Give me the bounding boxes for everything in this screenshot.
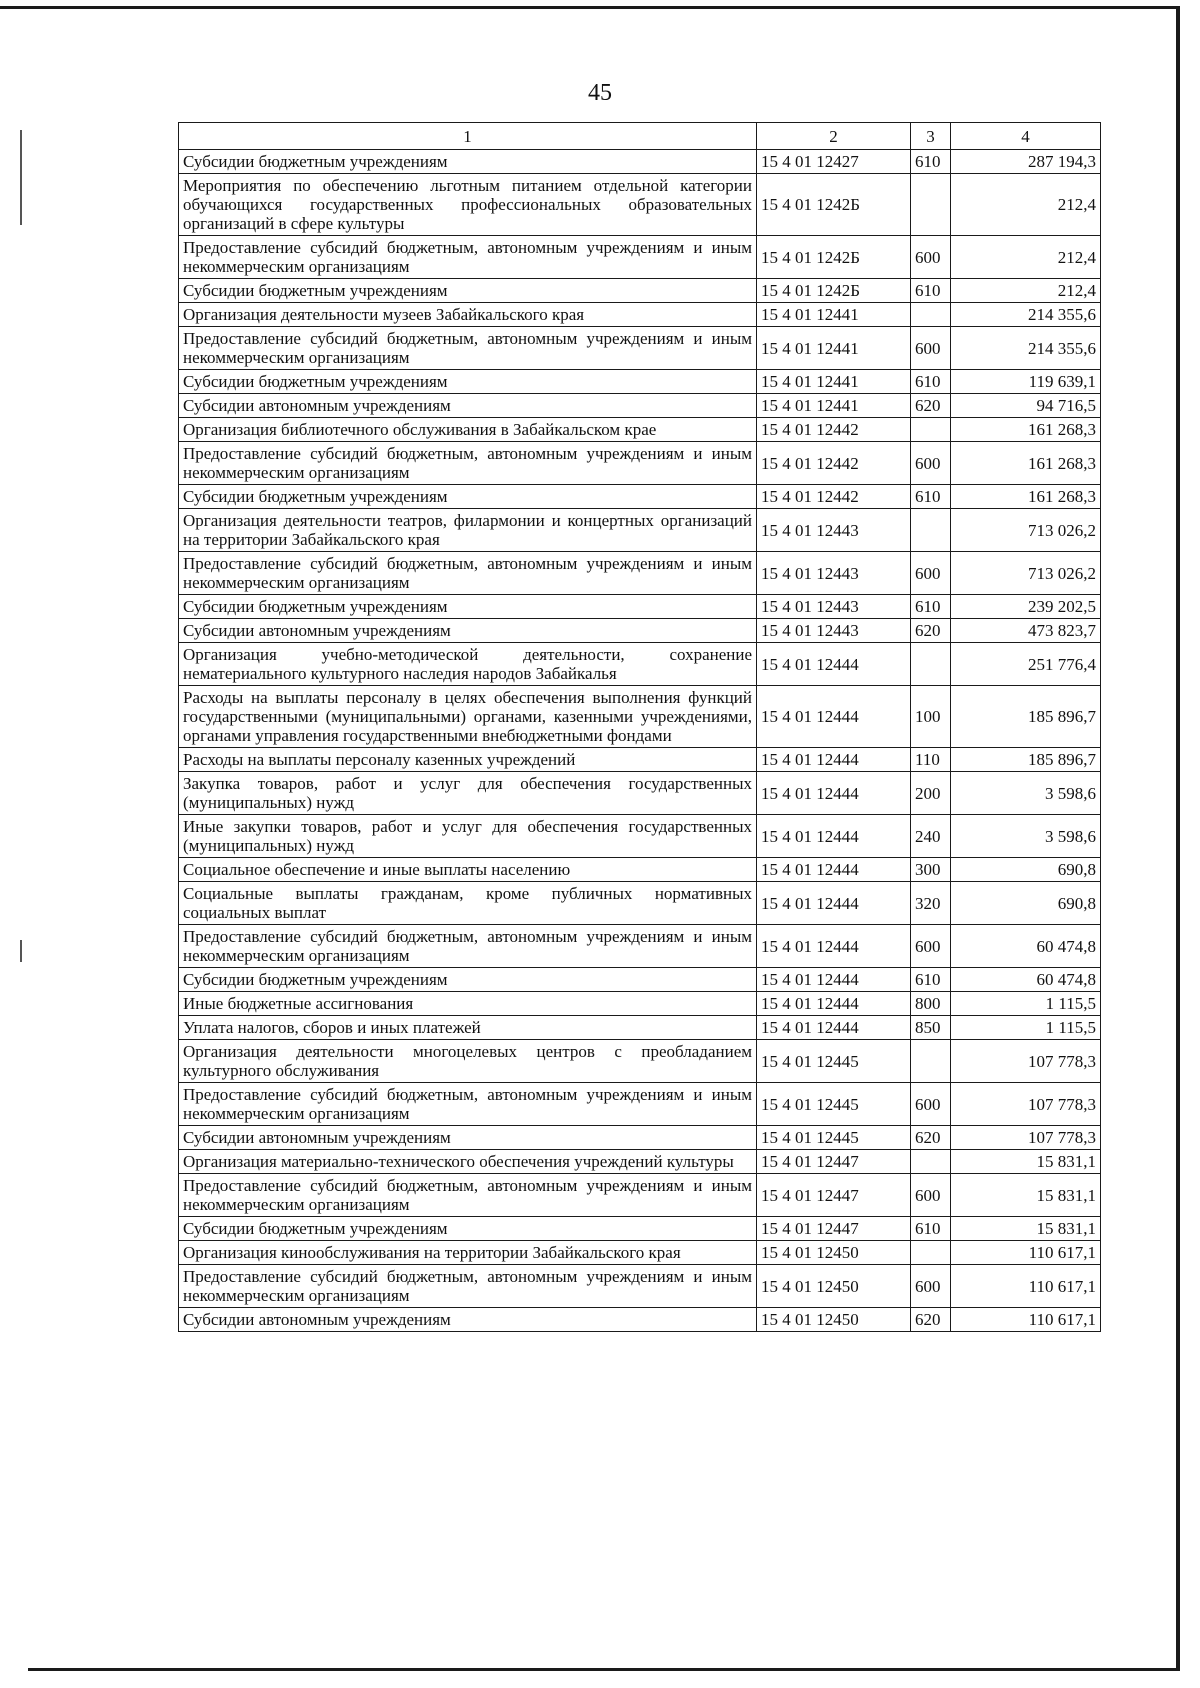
row-name: Предоставление субсидий бюджетным, автономным учреждениям и иным некоммерческим организациям [179, 1265, 757, 1308]
row-amount: 3 598,6 [951, 815, 1101, 858]
table-row [179, 485, 1101, 509]
row-code: 15 4 01 12441 [757, 370, 911, 394]
row-name: Субсидии бюджетным учреждениям [179, 485, 757, 509]
row-amount: 110 617,1 [951, 1241, 1101, 1265]
table-row [179, 619, 1101, 643]
row-name: Организация библиотечного обслуживания в Забайкальском крае [179, 418, 757, 442]
row-code: 15 4 01 12444 [757, 858, 911, 882]
column-header: 2 [757, 123, 911, 150]
row-amount: 214 355,6 [951, 303, 1101, 327]
row-name: Субсидии бюджетным учреждениям [179, 150, 757, 174]
table-row [179, 552, 1101, 595]
row-amount: 1 115,5 [951, 1016, 1101, 1040]
row-name: Закупка товаров, работ и услуг для обеспечения государственных (муниципальных) нужд [179, 772, 757, 815]
table-row [179, 815, 1101, 858]
table-body [179, 123, 1101, 1332]
table-row [179, 748, 1101, 772]
row-name: Иные закупки товаров, работ и услуг для обеспечения государственных (муниципальных) нужд [179, 815, 757, 858]
scan-border-right [1176, 6, 1180, 1670]
row-name: Субсидии бюджетным учреждениям [179, 279, 757, 303]
row-amount: 60 474,8 [951, 968, 1101, 992]
row-name: Предоставление субсидий бюджетным, автономным учреждениям и иным некоммерческим организациям [179, 1174, 757, 1217]
row-expense-type: 240 [911, 815, 951, 858]
row-code: 15 4 01 12444 [757, 1016, 911, 1040]
row-expense-type: 110 [911, 748, 951, 772]
page-number: 45 [588, 80, 612, 106]
row-code: 15 4 01 12450 [757, 1241, 911, 1265]
table-row [179, 1174, 1101, 1217]
row-amount: 60 474,8 [951, 925, 1101, 968]
table-row [179, 442, 1101, 485]
table-row [179, 925, 1101, 968]
row-expense-type [911, 1040, 951, 1083]
row-name: Предоставление субсидий бюджетным, автономным учреждениям и иным некоммерческим организациям [179, 442, 757, 485]
row-name: Организация деятельности театров, филармонии и концертных организаций на территории Забайкальского края [179, 509, 757, 552]
row-name: Организация деятельности многоцелевых центров с преобладанием культурного обслуживания [179, 1040, 757, 1083]
row-name: Субсидии автономным учреждениям [179, 394, 757, 418]
row-amount: 161 268,3 [951, 442, 1101, 485]
table-row [179, 1308, 1101, 1332]
table-row [179, 772, 1101, 815]
row-amount: 212,4 [951, 174, 1101, 236]
table-row [179, 1241, 1101, 1265]
row-amount: 110 617,1 [951, 1265, 1101, 1308]
row-code: 15 4 01 12441 [757, 394, 911, 418]
table-row [179, 370, 1101, 394]
row-amount: 214 355,6 [951, 327, 1101, 370]
row-expense-type: 600 [911, 1083, 951, 1126]
row-name: Организация кинообслуживания на территории Забайкальского края [179, 1241, 757, 1265]
row-expense-type: 620 [911, 394, 951, 418]
row-expense-type: 600 [911, 236, 951, 279]
row-name: Социальные выплаты гражданам, кроме публичных нормативных социальных выплат [179, 882, 757, 925]
row-amount: 212,4 [951, 236, 1101, 279]
row-code: 15 4 01 12443 [757, 619, 911, 643]
table-row [179, 1126, 1101, 1150]
row-expense-type [911, 174, 951, 236]
row-amount: 107 778,3 [951, 1083, 1101, 1126]
row-amount: 239 202,5 [951, 595, 1101, 619]
table-row [179, 968, 1101, 992]
scan-border-bottom [28, 1668, 1180, 1671]
row-expense-type: 610 [911, 370, 951, 394]
row-name: Предоставление субсидий бюджетным, автономным учреждениям и иным некоммерческим организациям [179, 236, 757, 279]
row-name: Мероприятия по обеспечению льготным питанием отдельной категории обучающихся государственных профессиональных образовательных организаций в сфере культуры [179, 174, 757, 236]
row-code: 15 4 01 1242Б [757, 279, 911, 303]
row-expense-type: 600 [911, 1174, 951, 1217]
row-amount: 110 617,1 [951, 1308, 1101, 1332]
row-name: Расходы на выплаты персоналу в целях обеспечения выполнения функций государственными (муниципальными) органами, казенными учреждениями, органами управления государственными внебюджетными фондами [179, 686, 757, 748]
table-row [179, 1016, 1101, 1040]
row-name: Субсидии автономным учреждениям [179, 1126, 757, 1150]
row-expense-type [911, 1150, 951, 1174]
row-name: Предоставление субсидий бюджетным, автономным учреждениям и иным некоммерческим организациям [179, 925, 757, 968]
row-code: 15 4 01 12444 [757, 992, 911, 1016]
row-amount: 690,8 [951, 858, 1101, 882]
row-amount: 161 268,3 [951, 485, 1101, 509]
budget-table [178, 122, 1101, 1332]
row-name: Субсидии бюджетным учреждениям [179, 1217, 757, 1241]
scan-margin-mark [20, 940, 22, 962]
row-code: 15 4 01 12444 [757, 643, 911, 686]
table-row [179, 303, 1101, 327]
row-name: Предоставление субсидий бюджетным, автономным учреждениям и иным некоммерческим организациям [179, 327, 757, 370]
row-expense-type: 620 [911, 1308, 951, 1332]
table-row [179, 394, 1101, 418]
row-expense-type: 620 [911, 619, 951, 643]
row-expense-type: 600 [911, 925, 951, 968]
row-amount: 94 716,5 [951, 394, 1101, 418]
row-amount: 15 831,1 [951, 1150, 1101, 1174]
row-expense-type: 850 [911, 1016, 951, 1040]
row-name: Предоставление субсидий бюджетным, автономным учреждениям и иным некоммерческим организациям [179, 552, 757, 595]
row-code: 15 4 01 12444 [757, 925, 911, 968]
row-expense-type: 600 [911, 327, 951, 370]
column-header: 3 [911, 123, 951, 150]
row-amount: 119 639,1 [951, 370, 1101, 394]
row-amount: 3 598,6 [951, 772, 1101, 815]
table-row [179, 1150, 1101, 1174]
row-expense-type: 610 [911, 595, 951, 619]
row-code: 15 4 01 12445 [757, 1126, 911, 1150]
row-code: 15 4 01 12441 [757, 303, 911, 327]
row-code: 15 4 01 12442 [757, 442, 911, 485]
row-name: Предоставление субсидий бюджетным, автономным учреждениям и иным некоммерческим организациям [179, 1083, 757, 1126]
row-name: Уплата налогов, сборов и иных платежей [179, 1016, 757, 1040]
row-code: 15 4 01 12444 [757, 882, 911, 925]
row-amount: 212,4 [951, 279, 1101, 303]
row-name: Субсидии бюджетным учреждениям [179, 370, 757, 394]
table-row [179, 327, 1101, 370]
row-expense-type [911, 643, 951, 686]
row-code: 15 4 01 12444 [757, 686, 911, 748]
row-expense-type: 600 [911, 1265, 951, 1308]
row-expense-type: 800 [911, 992, 951, 1016]
row-name: Социальное обеспечение и иные выплаты населению [179, 858, 757, 882]
row-code: 15 4 01 12443 [757, 552, 911, 595]
scan-border-top [0, 6, 1178, 9]
row-name: Организация деятельности музеев Забайкальского края [179, 303, 757, 327]
row-amount: 15 831,1 [951, 1217, 1101, 1241]
table-header-row [179, 123, 1101, 150]
row-name: Организация материально-технического обеспечения учреждений культуры [179, 1150, 757, 1174]
row-code: 15 4 01 12442 [757, 418, 911, 442]
row-name: Иные бюджетные ассигнования [179, 992, 757, 1016]
scan-margin-mark [20, 130, 22, 225]
row-amount: 185 896,7 [951, 748, 1101, 772]
row-code: 15 4 01 12444 [757, 968, 911, 992]
row-expense-type: 610 [911, 968, 951, 992]
row-name: Расходы на выплаты персоналу казенных учреждений [179, 748, 757, 772]
row-code: 15 4 01 12450 [757, 1265, 911, 1308]
row-code: 15 4 01 12443 [757, 509, 911, 552]
row-expense-type: 610 [911, 150, 951, 174]
row-code: 15 4 01 12444 [757, 772, 911, 815]
row-expense-type: 600 [911, 442, 951, 485]
table-row [179, 1265, 1101, 1308]
row-code: 15 4 01 12427 [757, 150, 911, 174]
column-header: 1 [179, 123, 757, 150]
row-amount: 473 823,7 [951, 619, 1101, 643]
row-code: 15 4 01 12447 [757, 1150, 911, 1174]
row-amount: 251 776,4 [951, 643, 1101, 686]
table-row [179, 279, 1101, 303]
table-row [179, 882, 1101, 925]
table-row [179, 150, 1101, 174]
row-name: Организация учебно-методической деятельности, сохранение нематериального культурного наследия народов Забайкалья [179, 643, 757, 686]
row-code: 15 4 01 12447 [757, 1217, 911, 1241]
row-expense-type [911, 509, 951, 552]
row-amount: 1 115,5 [951, 992, 1101, 1016]
row-code: 15 4 01 1242Б [757, 174, 911, 236]
row-code: 15 4 01 12444 [757, 815, 911, 858]
row-amount: 107 778,3 [951, 1126, 1101, 1150]
row-code: 15 4 01 12445 [757, 1040, 911, 1083]
row-code: 15 4 01 12447 [757, 1174, 911, 1217]
row-expense-type: 610 [911, 485, 951, 509]
row-amount: 161 268,3 [951, 418, 1101, 442]
row-code: 15 4 01 12445 [757, 1083, 911, 1126]
row-code: 15 4 01 12443 [757, 595, 911, 619]
table-row [179, 1083, 1101, 1126]
table-row [179, 595, 1101, 619]
row-expense-type: 200 [911, 772, 951, 815]
row-code: 15 4 01 1242Б [757, 236, 911, 279]
table-row [179, 509, 1101, 552]
row-name: Субсидии автономным учреждениям [179, 619, 757, 643]
table-row [179, 418, 1101, 442]
table-row [179, 643, 1101, 686]
row-expense-type [911, 303, 951, 327]
row-expense-type: 320 [911, 882, 951, 925]
table-row [179, 858, 1101, 882]
row-amount: 713 026,2 [951, 552, 1101, 595]
row-expense-type: 100 [911, 686, 951, 748]
row-amount: 287 194,3 [951, 150, 1101, 174]
row-amount: 690,8 [951, 882, 1101, 925]
row-expense-type: 610 [911, 279, 951, 303]
row-code: 15 4 01 12444 [757, 748, 911, 772]
row-name: Субсидии автономным учреждениям [179, 1308, 757, 1332]
table-row [179, 174, 1101, 236]
row-code: 15 4 01 12450 [757, 1308, 911, 1332]
table-row [179, 1040, 1101, 1083]
row-amount: 107 778,3 [951, 1040, 1101, 1083]
row-expense-type: 610 [911, 1217, 951, 1241]
row-code: 15 4 01 12442 [757, 485, 911, 509]
row-expense-type: 620 [911, 1126, 951, 1150]
row-expense-type [911, 418, 951, 442]
row-expense-type [911, 1241, 951, 1265]
row-amount: 713 026,2 [951, 509, 1101, 552]
row-name: Субсидии бюджетным учреждениям [179, 595, 757, 619]
table-row [179, 236, 1101, 279]
row-amount: 185 896,7 [951, 686, 1101, 748]
row-expense-type: 300 [911, 858, 951, 882]
column-header: 4 [951, 123, 1101, 150]
row-code: 15 4 01 12441 [757, 327, 911, 370]
row-expense-type: 600 [911, 552, 951, 595]
row-amount: 15 831,1 [951, 1174, 1101, 1217]
row-name: Субсидии бюджетным учреждениям [179, 968, 757, 992]
table-row [179, 686, 1101, 748]
table-row [179, 1217, 1101, 1241]
table-row [179, 992, 1101, 1016]
